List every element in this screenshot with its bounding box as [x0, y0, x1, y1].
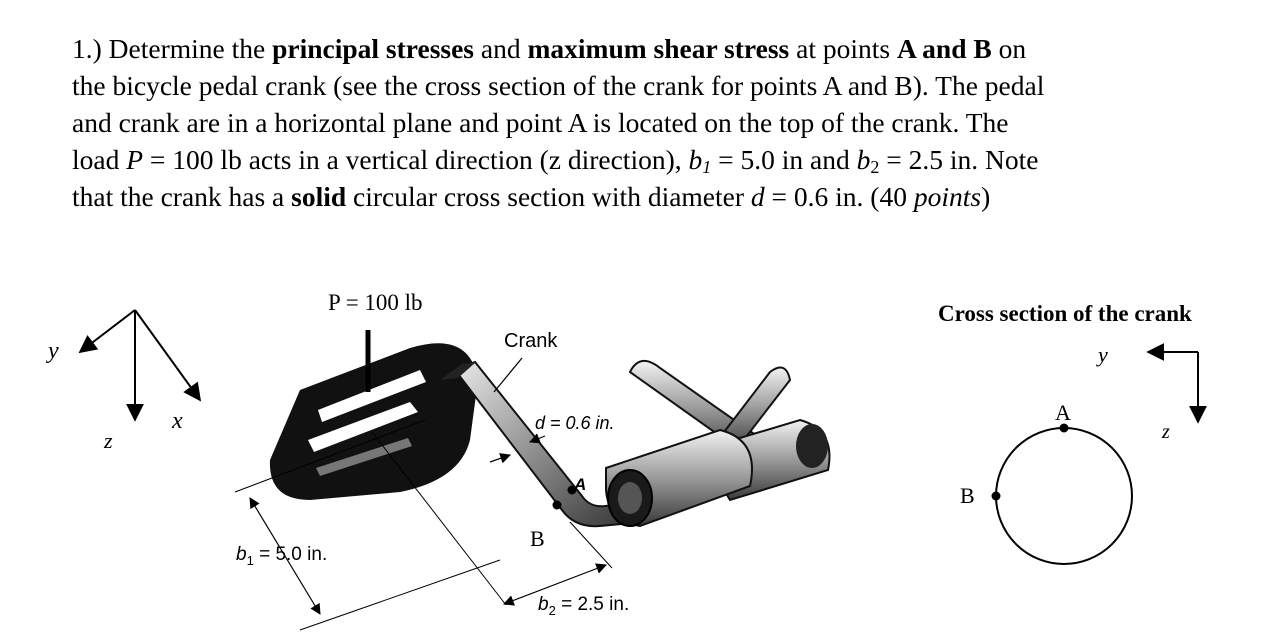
point-b-marker	[553, 501, 562, 510]
bold-max-shear-stress: maximum shear stress	[527, 33, 790, 64]
axis-x-label: x	[172, 408, 183, 434]
text-segment: = 2.5 in. Note	[879, 144, 1039, 175]
b1-var: b	[236, 544, 247, 565]
var-b1-sub: 1	[702, 157, 712, 177]
text-segment: = 5.0 in and	[711, 144, 857, 175]
var-b2-sub: 2	[870, 157, 880, 177]
cs-axis-y-label: y	[1098, 342, 1108, 367]
cross-section-circle	[996, 428, 1132, 564]
diameter-arrow-left	[490, 455, 510, 462]
text-segment: load	[72, 144, 127, 175]
b2-sub: 2	[548, 603, 556, 618]
text-segment: = 0.6 in. (40	[764, 181, 914, 212]
b2-extension-right	[570, 522, 612, 568]
problem-number: 1.)	[72, 33, 102, 64]
global-axes	[46, 310, 200, 453]
load-label: P = 100 lb	[328, 290, 423, 315]
cs-point-a-label: A	[1055, 400, 1071, 425]
frame	[606, 361, 829, 526]
text-segment: on	[991, 33, 1027, 64]
text-segment: at points	[789, 33, 897, 64]
pedal	[270, 330, 478, 500]
text-segment: that the crank has a	[72, 181, 292, 212]
bracket-hole	[618, 482, 642, 514]
cross-section-title: Cross section of the crank	[938, 301, 1192, 326]
bold-principal-stresses: principal stresses	[272, 33, 475, 64]
cs-point-b-label: B	[960, 483, 975, 508]
text-segment: = 100 lb acts in a vertical direction (z direction),	[143, 144, 689, 175]
axis-y-label: y	[48, 338, 59, 364]
b1-value: = 5.0 in.	[253, 544, 328, 565]
bold-points-ab: A and B	[896, 33, 992, 64]
var-d: d	[750, 181, 765, 212]
text-segment: circular cross section with diameter	[346, 181, 751, 212]
axis-y-arrow	[80, 310, 135, 352]
axis-x-arrow	[135, 310, 200, 400]
var-p: P	[126, 144, 144, 175]
b1-sub: 1	[246, 553, 254, 568]
crank-label: Crank	[504, 330, 558, 352]
diameter-label	[535, 413, 615, 433]
cross-section	[938, 301, 1198, 564]
diameter-text: d = 0.6 in.	[535, 413, 615, 433]
var-b2: b	[856, 144, 871, 175]
crank-leader	[494, 358, 522, 392]
var-b1: b	[688, 144, 703, 175]
b2-value: = 2.5 in.	[555, 594, 630, 615]
b1-extension-bottom	[300, 560, 500, 630]
rear-tube-end	[796, 424, 828, 468]
text-segment: and	[474, 33, 528, 64]
problem-line-3: and crank are in a horizontal plane and point A is located on the top of the crank. The	[72, 107, 1009, 138]
b2-label	[538, 594, 629, 618]
cs-axis-z-label: z	[1162, 421, 1170, 443]
text-segment: Determine the	[101, 33, 273, 64]
point-a-label: A	[574, 475, 587, 494]
b2-var: b	[538, 594, 549, 615]
bold-solid: solid	[291, 181, 347, 212]
cs-point-b-marker	[992, 492, 1001, 501]
axis-z-label: z	[104, 428, 113, 453]
b1-label	[236, 544, 327, 568]
problem-line-2: the bicycle pedal crank (see the cross section of the crank for points A and B). The pedal	[72, 70, 1045, 101]
points-word: points	[913, 181, 982, 212]
text-segment: )	[981, 181, 991, 212]
point-b-label: B	[530, 526, 545, 551]
